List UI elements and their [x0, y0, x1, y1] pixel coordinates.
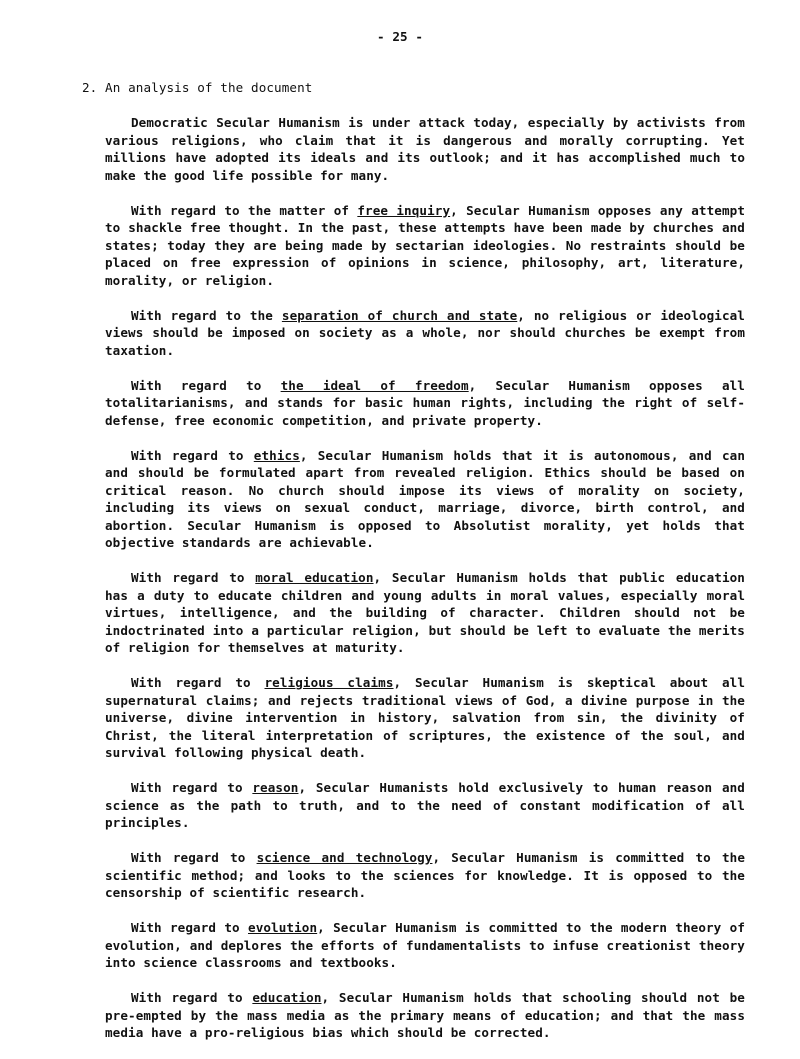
paragraph-lead: With regard to: [131, 780, 253, 795]
paragraph-text: , Secular Humanism is committed to the scientific method; and looks to the sciences for knowledge. It is opposed to the censorship of scientific research.: [105, 850, 746, 900]
paragraph-science: [105, 849, 745, 902]
paragraph-intro: [105, 114, 745, 184]
paragraph-text: , Secular Humanism holds that schooling should not be pre-empted by the mass media as the primary means of education; and that the mass media have a pro-religious bias which should be corrected.: [105, 990, 745, 1040]
paragraph-text: Democratic Secular Humanism is under attack today, especially by activists from various religions, who claim that it is dangerous and morally corrupting. Yet millions have adopted its ideals and its outlook; and it has accomplished much to make the good life possible for many.: [105, 115, 745, 183]
paragraph-separation: [105, 307, 745, 360]
paragraph-lead: With regard to: [131, 850, 257, 865]
paragraph-topic: ethics: [253, 447, 300, 463]
paragraph-topic: science and technology: [256, 850, 433, 865]
paragraph-text: , Secular Humanism opposes any attempt to shackle free thought. In the past, these attempts have been made by churches and states; today they are being made by sectarian ideologies. No restraints should be placed on free expression of opinions in science, philosophy, art, literature, morality, or religion.: [105, 202, 746, 288]
paragraph-lead: With regard to the matter of: [131, 202, 358, 218]
paragraph-lead: With regard to: [131, 675, 265, 690]
paragraph-reason: [105, 779, 745, 832]
paragraph-topic: education: [252, 990, 322, 1005]
paragraph-evolution: [105, 919, 745, 972]
paragraph-topic: reason: [252, 780, 299, 795]
paragraph-lead: With regard to: [131, 920, 249, 935]
paragraph-lead: With regard to: [131, 447, 254, 463]
paragraph-lead: With regard to: [131, 990, 253, 1005]
paragraph-ethics: [105, 447, 745, 552]
paragraph-topic: separation of church and state: [281, 307, 518, 323]
paragraph-freedom: [105, 377, 745, 430]
document-body: [105, 114, 745, 1059]
paragraph-text: , Secular Humanism holds that public education has a duty to educate children and young adults in moral values, especially moral virtues, intelligence, and the building of character. Children should not be indoctrinated into a particular religion, but should be left to evaluate the merits of religion for themselves at maturity.: [105, 570, 745, 655]
paragraph-topic: religious claims: [264, 675, 394, 690]
paragraph-text: , no religious or ideological views should be imposed on society as a whole, nor should churches be exempt from taxation.: [105, 307, 745, 358]
paragraph-lead: With regard to the: [131, 307, 282, 323]
paragraph-topic: evolution: [248, 920, 318, 935]
paragraph-text: , Secular Humanism is committed to the modern theory of evolution, and deplores the efforts of fundamentalists to infuse creationist theory into science classrooms and textbooks.: [105, 920, 746, 970]
paragraph-topic: free inquiry: [357, 202, 451, 218]
paragraph-religious-claims: [105, 674, 745, 762]
paragraph-topic: moral education: [255, 570, 374, 585]
paragraph-education: [105, 989, 745, 1042]
paragraph-moral-education: [105, 569, 745, 657]
paragraph-lead: With regard to: [131, 570, 256, 585]
paragraph-lead: With regard to: [131, 377, 281, 393]
paragraph-text: , Secular Humanism is skeptical about all supernatural claims; and rejects traditional views of God, a divine purpose in the universe, divine intervention in history, salvation from sin, the divinity of Christ, the literal interpretation of scriptures, the existence of the soul, and survival following physical death.: [105, 675, 746, 760]
page-number: - 25 -: [376, 29, 424, 44]
paragraph-text: , Secular Humanism holds that it is autonomous, and can and should be formulated apart from revealed religion. Ethics should be based on critical reason. No church should impose its views of morality on society, including its views on sexual conduct, marriage, divorce, birth control, and abortion. Secular Humanism is opposed to Absolutist morality, yet holds that objective standards are achievable.: [105, 447, 746, 550]
paragraph-text: , Secular Humanists hold exclusively to human reason and science as the path to truth, and to the need of constant modification of all principles.: [105, 780, 745, 830]
paragraph-text: , Secular Humanism opposes all totalitarianisms, and stands for basic human rights, including the right of self-defense, free economic competition, and private property.: [105, 377, 745, 428]
paragraph-topic: the ideal of freedom: [280, 377, 469, 393]
paragraph-free-inquiry: [105, 202, 745, 290]
section-heading: 2. An analysis of the document: [82, 80, 313, 95]
